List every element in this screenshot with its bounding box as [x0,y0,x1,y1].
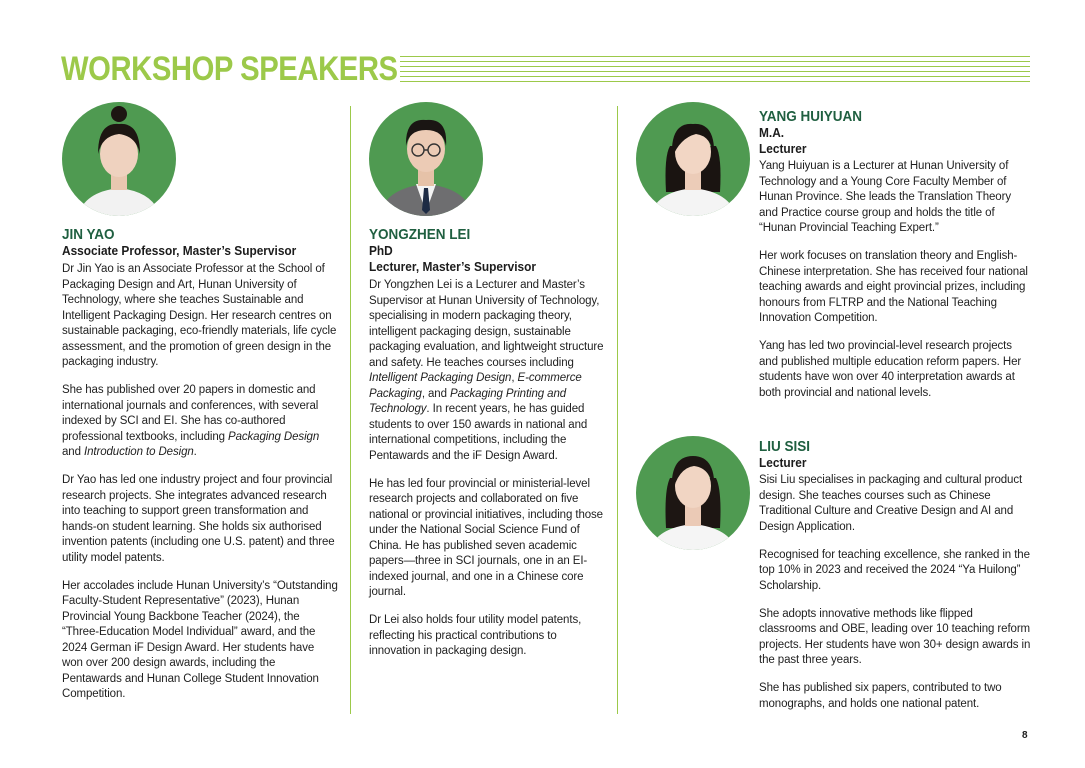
speaker-bio-paragraph: Her accolades include Hunan University’s “Outstanding Faculty-Student Representative” (2023), Hunan Provincial Young Backbone Teacher (2024), the “Three-Education Model Individual” award, and the 2024 German iF Design Award. Her students have won over 200 design awards, including the Pentawards and Hunan College Student Innovation Competition. [62,579,338,700]
column-divider-right [617,106,618,714]
speaker-card-yang-huiyuan [759,108,1031,414]
title-decorative-lines [400,56,1030,82]
speaker-bio-paragraph: Dr Yongzhen Lei is a Lecturer and Master’s Supervisor at Hunan University of Technology, specialising in modern packaging theory, intelligent packaging design, sustainable packaging evaluation, and lightweight structure and safety. He teaches courses including Intelligent Packaging Design, E-commerce Packaging, and Packaging Printing and Technology. In recent years, he has guided students to over 150 awards in national and international competitions, including the Pentawards and the iF Design Award. [369,279,604,462]
speaker-bio-paragraph: Her work focuses on translation theory and English-Chinese interpretation. She has received four national teaching awards and eight provincial prizes, including honours from FLTRP and the National Teaching Innovation Competition. [759,250,1028,324]
speaker-bio-paragraph: She has published over 20 papers in domestic and international journals and conferences, with several indexed by SCI and EI. She has co-authored professional textbooks, including Packaging Design and Introduction to Design. [62,384,320,458]
speaker-card-yongzhen-lei [369,226,605,672]
speaker-bio-paragraph: She has published six papers, contributed to two monographs, and holds one national patent. [759,682,1002,710]
speaker-role: Lecturer [759,142,807,156]
speaker-photo-liu-sisi [636,436,750,550]
speaker-bio-paragraph: Dr Yao has led one industry project and four provincial research projects. She integrates advanced research into teaching to support green transformation and hands-on student learning. She holds six authorised invention patents (including one U.S. patent) and three utility model patents. [62,474,335,564]
speaker-bio-paragraph: Sisi Liu specialises in packaging and cultural product design. She teaches courses such as Chinese Traditional Culture and Creative Design and AI and Design Application. [759,474,1023,533]
speaker-bio-paragraph: He has led four provincial or ministerial-level research projects and collaborated on five national or provincial initiatives, including those under the National Social Science Fund of China. He has published seven academic papers—three in SCI journals, one in an EI-indexed journal, and one in a Chinese core journal. [369,477,603,598]
speaker-role: Associate Professor, Master’s Supervisor [62,244,297,258]
speaker-bio-paragraph: Dr Lei also holds four utility model patents, reflecting his practical contributions to innovation in packaging design. [369,614,582,657]
speaker-card-liu-sisi [759,438,1031,725]
speaker-role: Lecturer, Master’s Supervisor [369,260,536,274]
speaker-degree: M.A. [759,126,785,140]
speaker-role: Lecturer [759,456,807,470]
speaker-name: YANG HUIYUAN [759,108,863,125]
speaker-name: LIU SISI [759,438,811,455]
speaker-bio-paragraph: Yang Huiyuan is a Lecturer at Hunan University of Technology and a Young Core Faculty Member of Hunan Province. She leads the Translation Theory and Practice course group and holds the title of “Hunan Provincial Teaching Expert.” [759,160,1011,234]
speaker-name: YONGZHEN LEI [369,226,471,243]
speaker-photo-yongzhen-lei [369,102,483,216]
speaker-degree: PhD [369,244,393,258]
speaker-photo-jin-yao [62,102,176,216]
speaker-card-jin-yao [62,226,338,715]
speaker-bio-paragraph: Yang has led two provincial-level research projects and published multiple education reform papers. Her students have won over 40 interpretation awards at both provincial and national levels. [759,340,1022,399]
speaker-bio-paragraph: She adopts innovative methods like flipped classrooms and OBE, leading over 10 teaching reform projects. Her students have won 30+ design awards in the past three years. [759,607,1031,666]
speaker-bio-paragraph: Recognised for teaching excellence, she ranked in the top 10% in 2023 and received the 2024 “Ya Huilong” Scholarship. [759,548,1030,592]
page-number: 8 [1022,730,1028,741]
speaker-photo-yang-huiyuan [636,102,750,216]
speaker-bio-paragraph: Dr Jin Yao is an Associate Professor at the School of Packaging Design and Art, Hunan University of Technology, where she teaches Sustainable and Intelligent Packaging Design. Her research centres on sustainable packaging, eco-friendly materials, life cycle assessment, and the promotion of green design in the packaging industry. [62,263,337,368]
page-title: WORKSHOP SPEAKERS [61,50,398,88]
column-divider-left [350,106,351,714]
speaker-name: JIN YAO [62,226,115,243]
